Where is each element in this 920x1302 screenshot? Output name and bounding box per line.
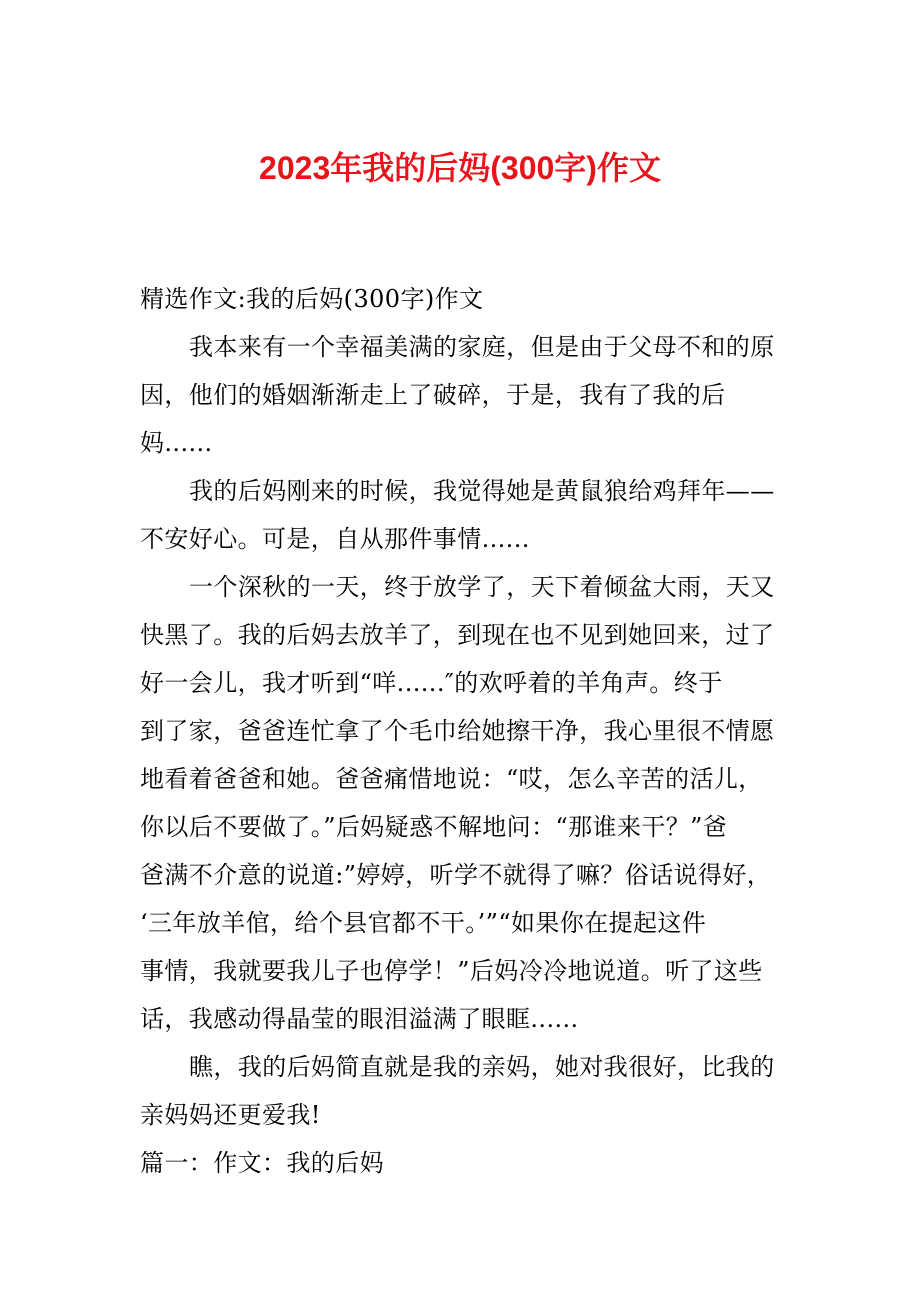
text-line: 快黑了。我的后妈去放羊了，到现在也不见到她回来，过了 [140,621,775,649]
document-body [140,275,800,1187]
text-line: 地看着爸爸和她。爸爸痛惜地说：“哎，怎么辛苦的活儿， [140,765,763,793]
text-line: 我本来有一个幸福美满的家庭，但是由于父母不和的原 [189,333,775,361]
text-line: 妈...... [140,429,213,457]
text-line: 爸满不介意的说道:”婷婷，听学不就得了嘛？俗话说得好， [140,861,772,889]
text-line: 好一会儿，我才听到“咩......″的欢呼着的羊角声。终于 [140,669,723,697]
text-line: 篇一：作文：我的后妈 [140,1149,384,1177]
text-line: 你以后不要做了。”后妈疑惑不解地问：“那谁来干？”爸 [140,813,728,841]
document-title: 2023年我的后妈(300字)作文 [259,150,661,186]
text-line: 话，我感动得晶莹的眼泪溢满了眼眶...... [140,1005,579,1033]
text-line: 一个深秋的一天，终于放学了，天下着倾盆大雨，天又 [189,573,775,601]
text-line: ‘三年放羊倌，给个县官都不干。’”“如果你在提起这件 [140,909,707,937]
text-line: 到了家，爸爸连忙拿了个毛巾给她擦干净，我心里很不情愿 [140,717,775,745]
text-line: 精选作文:我的后妈(300字)作文 [140,285,484,313]
text-line: 亲妈妈还更爱我! [140,1101,321,1129]
text-line: 我的后妈刚来的时候，我觉得她是黄鼠狼给鸡拜年—— [189,477,775,505]
text-line: 事情，我就要我儿子也停学！”后妈冷冷地说道。听了这些 [140,957,763,985]
text-line: 因，他们的婚姻渐渐走上了破碎，于是，我有了我的后 [140,381,726,409]
text-line: 不安好心。可是，自从那件事情...... [140,525,530,553]
text-line: 瞧，我的后妈简直就是我的亲妈，她对我很好，比我的 [189,1053,775,1081]
